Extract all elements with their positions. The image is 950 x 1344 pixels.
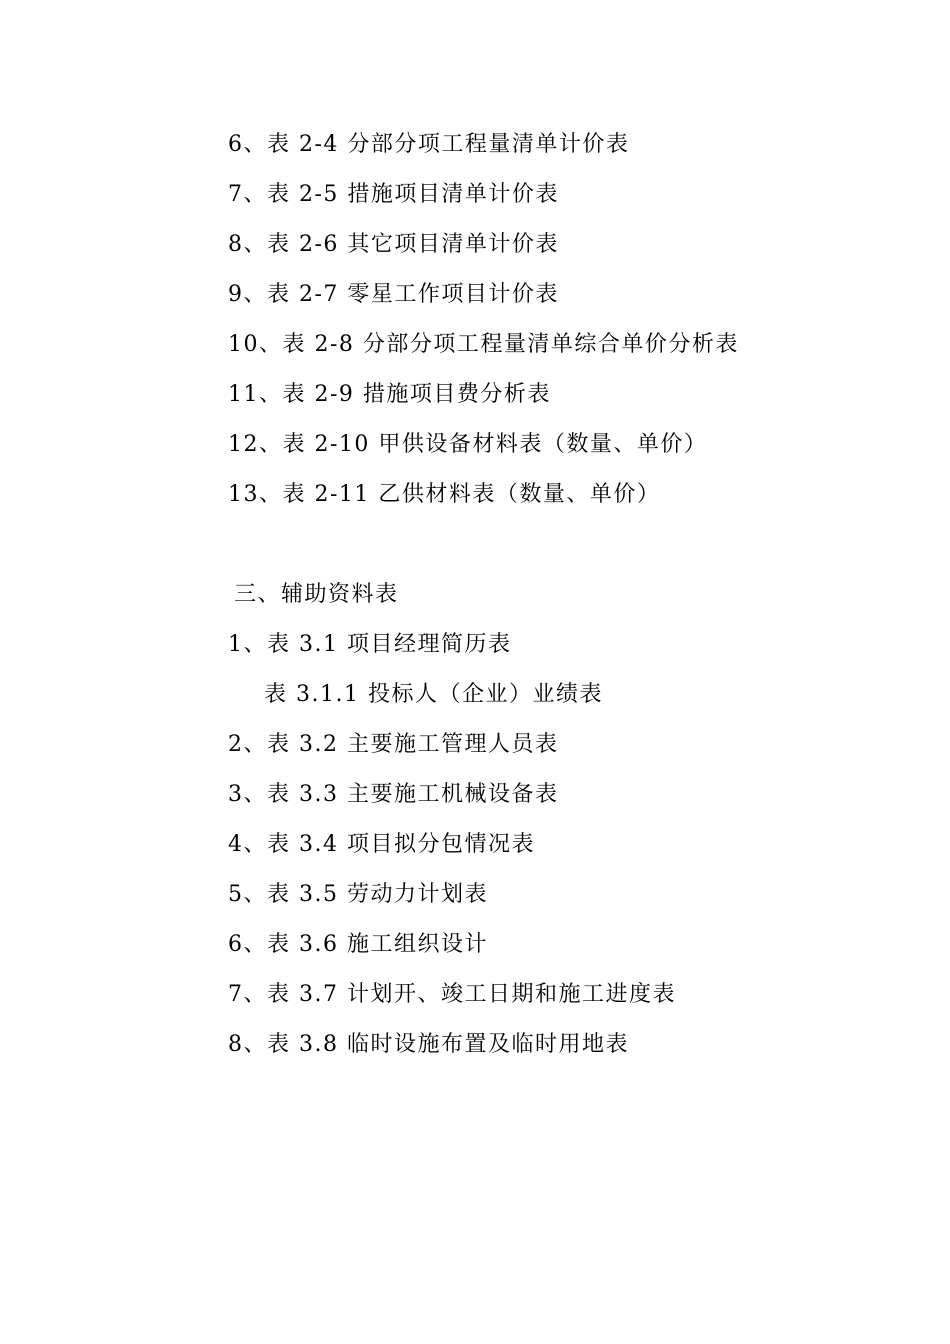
list-item: 5、表 3.5 劳动力计划表 xyxy=(228,882,488,907)
list-item: 1、表 3.1 项目经理简历表 xyxy=(228,632,512,657)
list-item: 2、表 3.2 主要施工管理人员表 xyxy=(228,732,559,757)
list-item: 9、表 2-7 零星工作项目计价表 xyxy=(228,282,559,307)
list-item: 7、表 3.7 计划开、竣工日期和施工进度表 xyxy=(228,982,676,1007)
document-body xyxy=(228,120,908,1070)
list-item: 10、表 2-8 分部分项工程量清单综合单价分析表 xyxy=(228,332,739,357)
list-item: 12、表 2-10 甲供设备材料表（数量、单价） xyxy=(228,432,708,457)
list-item: 4、表 3.4 项目拟分包情况表 xyxy=(228,832,535,857)
list-item: 11、表 2-9 措施项目费分析表 xyxy=(228,382,551,407)
list-item: 8、表 2-6 其它项目清单计价表 xyxy=(228,232,559,257)
section-spacer xyxy=(228,520,908,570)
list-item: 6、表 3.6 施工组织设计 xyxy=(228,932,488,957)
list-item: 8、表 3.8 临时设施布置及临时用地表 xyxy=(228,1032,629,1057)
list-subitem: 表 3.1.1 投标人（企业）业绩表 xyxy=(264,682,603,707)
section-heading: 三、辅助资料表 xyxy=(234,582,399,607)
list-item: 13、表 2-11 乙供材料表（数量、单价） xyxy=(228,482,661,507)
list-item: 6、表 2-4 分部分项工程量清单计价表 xyxy=(228,132,630,157)
list-item: 3、表 3.3 主要施工机械设备表 xyxy=(228,782,559,807)
list-item: 7、表 2-5 措施项目清单计价表 xyxy=(228,182,559,207)
